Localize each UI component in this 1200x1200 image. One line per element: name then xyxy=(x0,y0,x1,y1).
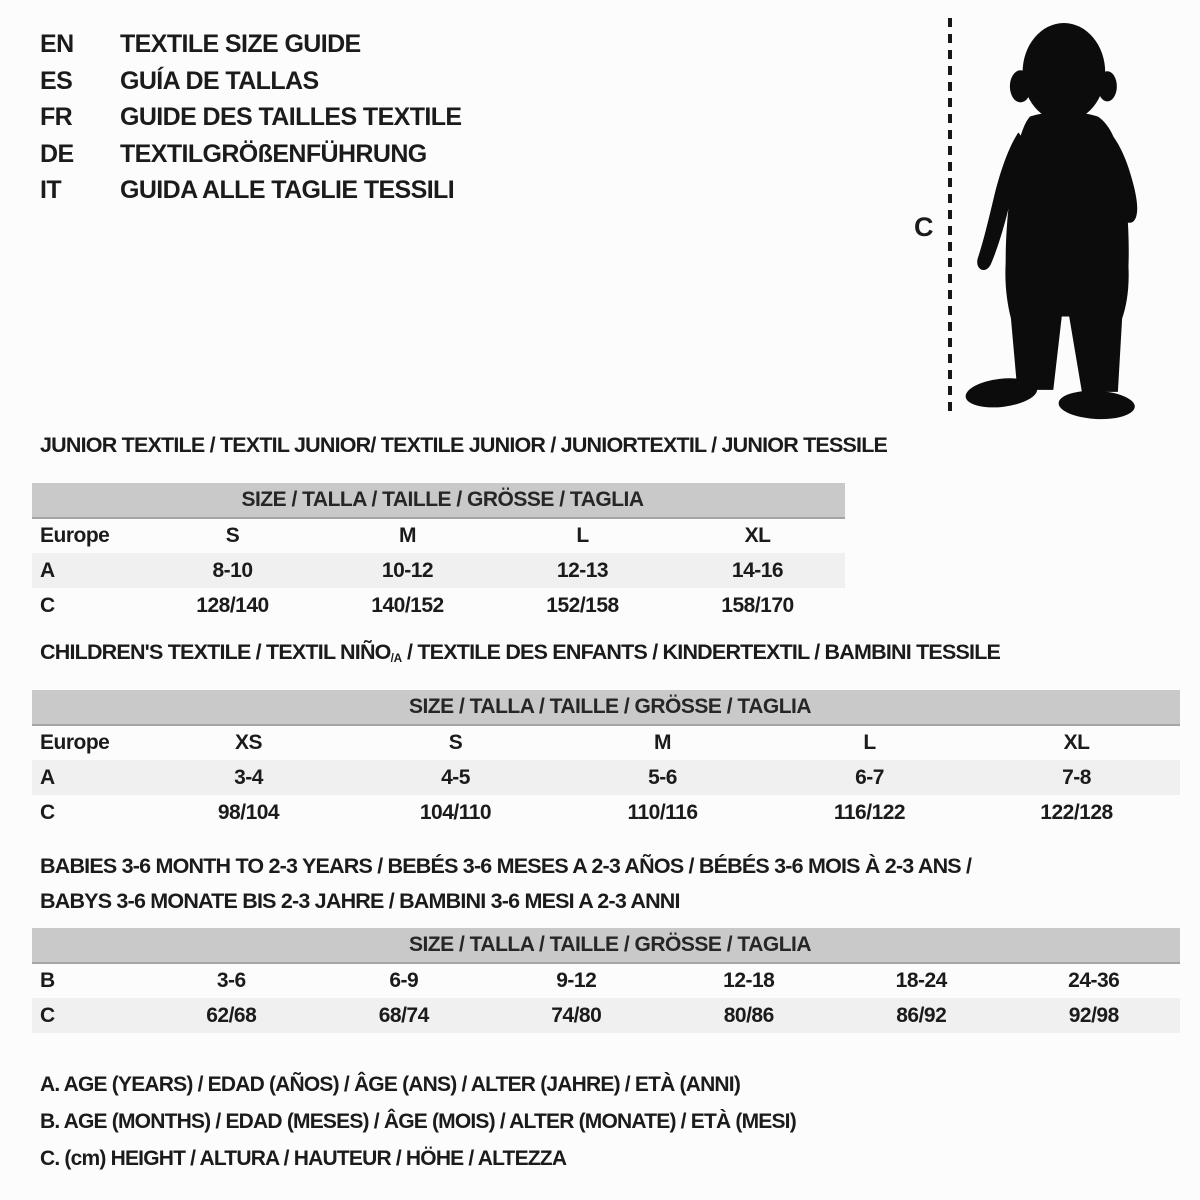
babies-size-table xyxy=(32,928,1180,1033)
babies-height-row-label: C xyxy=(32,998,145,1033)
junior-height-m: 140/152 xyxy=(371,593,444,617)
junior-height-row-label: C xyxy=(40,593,55,617)
legend-block xyxy=(40,1066,796,1177)
children-size-xs: XS xyxy=(234,731,262,754)
junior-europe-label: Europe xyxy=(40,524,110,547)
children-age-row xyxy=(32,760,1180,795)
babies-months-5: 18-24 xyxy=(895,969,947,992)
babies-height-1: 62/68 xyxy=(145,998,318,1033)
lang-row-en xyxy=(40,26,462,63)
children-europe-label: Europe xyxy=(40,731,110,754)
junior-table-title: JUNIOR TEXTILE / TEXTIL JUNIOR/ TEXTILE JUNIOR / JUNIORTEXTIL / JUNIOR TESSILE xyxy=(40,433,888,457)
junior-age-row-label: A xyxy=(32,553,145,588)
babies-table-title xyxy=(40,849,971,919)
children-height-l: 116/122 xyxy=(833,800,906,824)
junior-height-l: 152/158 xyxy=(546,593,619,617)
babies-months-4: 12-18 xyxy=(723,969,775,992)
children-height-s: 104/110 xyxy=(419,800,492,824)
babies-height-row xyxy=(32,998,1180,1033)
children-europe-row xyxy=(32,725,1180,760)
children-height-row xyxy=(32,795,1180,830)
junior-size-xl: XL xyxy=(744,524,771,547)
junior-height-xl: 158/170 xyxy=(721,593,794,617)
babies-months-2: 6-9 xyxy=(389,969,419,992)
babies-height-4: 80/86 xyxy=(663,998,836,1033)
junior-age-row xyxy=(32,553,845,588)
babies-months-3: 9-12 xyxy=(556,969,597,992)
children-age-xs: 3-4 xyxy=(145,760,352,795)
children-age-row-label: A xyxy=(32,760,145,795)
lang-title-en: TEXTILE SIZE GUIDE xyxy=(120,30,361,58)
children-age-l: 6-7 xyxy=(766,760,973,795)
babies-months-row xyxy=(32,963,1180,998)
lang-title-fr: GUIDE DES TAILLES TEXTILE xyxy=(120,103,462,131)
children-title-post: / TEXTILE DES ENFANTS / KINDERTEXTIL / BAMBINI TESSILE xyxy=(401,640,1001,664)
children-size-table xyxy=(32,690,1180,830)
children-height-m: 110/116 xyxy=(627,800,698,824)
junior-size-m: M xyxy=(399,524,416,547)
lang-row-fr xyxy=(40,99,462,136)
junior-height-s: 128/140 xyxy=(196,593,269,617)
children-title-subscript: /A xyxy=(390,650,402,665)
children-size-l: L xyxy=(863,731,876,754)
babies-months-row-label: B xyxy=(40,969,55,992)
legend-age-months: B. AGE (MONTHS) / EDAD (MESES) / ÂGE (MOIS) / ALTER (MONATE) / ETÀ (MESI) xyxy=(40,1110,796,1133)
lang-code-en: EN xyxy=(40,30,74,58)
children-height-xs: 98/104 xyxy=(217,800,280,824)
lang-title-de: TEXTILGRÖßENFÜHRUNG xyxy=(120,139,427,168)
children-size-m: M xyxy=(654,731,671,754)
lang-title-it: GUIDA ALLE TAGLIE TESSILI xyxy=(120,176,455,204)
children-age-m: 5-6 xyxy=(559,760,766,795)
babies-size-header: SIZE / TALLA / TAILLE / GRÖSSE / TAGLIA xyxy=(32,928,1180,963)
lang-title-es: GUÍA DE TALLAS xyxy=(120,66,319,95)
lang-row-it xyxy=(40,172,462,209)
babies-height-2: 68/74 xyxy=(318,998,491,1033)
children-size-header: SIZE / TALLA / TAILLE / GRÖSSE / TAGLIA xyxy=(32,690,1180,725)
children-height-xl: 122/128 xyxy=(1040,800,1113,824)
babies-months-1: 3-6 xyxy=(216,969,246,992)
children-age-xl: 7-8 xyxy=(973,760,1180,795)
children-size-xl: XL xyxy=(1063,731,1090,754)
junior-europe-row xyxy=(32,518,845,553)
children-age-s: 4-5 xyxy=(352,760,559,795)
babies-title-line1: BABIES 3-6 MONTH TO 2-3 YEARS / BEBÉS 3-6 MESES A 2-3 AÑOS / BÉBÉS 3-6 MOIS À 2-3 ANS / xyxy=(40,854,972,878)
lang-code-it: IT xyxy=(40,176,62,204)
lang-code-fr: FR xyxy=(40,103,73,131)
junior-height-row xyxy=(32,588,845,623)
lang-row-es xyxy=(40,63,462,100)
junior-size-table xyxy=(32,483,845,623)
children-size-header-row xyxy=(32,690,1180,725)
babies-height-3: 74/80 xyxy=(490,998,663,1033)
babies-title-line2: BABYS 3-6 MONATE BIS 2-3 JAHRE / BAMBINI 3-6 MESI A 2-3 ANNI xyxy=(40,889,680,913)
height-measure-dashed-line xyxy=(948,18,952,415)
junior-age-xl: 14-16 xyxy=(670,553,845,588)
junior-age-m: 10-12 xyxy=(320,553,495,588)
lang-code-de: DE xyxy=(40,139,74,168)
lang-code-es: ES xyxy=(40,66,73,95)
children-height-row-label: C xyxy=(40,800,55,824)
height-measure-label: C xyxy=(914,212,934,242)
junior-age-l: 12-13 xyxy=(495,553,670,588)
junior-size-s: S xyxy=(225,524,240,547)
children-size-s: S xyxy=(448,731,463,754)
junior-size-l: L xyxy=(576,524,589,547)
junior-age-s: 8-10 xyxy=(145,553,320,588)
babies-height-6: 92/98 xyxy=(1008,998,1181,1033)
babies-months-6: 24-36 xyxy=(1068,969,1120,992)
junior-size-header-row xyxy=(32,483,845,518)
lang-row-de xyxy=(40,136,462,173)
children-table-title xyxy=(40,640,1000,665)
legend-age-years: A. AGE (YEARS) / EDAD (AÑOS) / ÂGE (ANS) / ALTER (JAHRE) / ETÀ (ANNI) xyxy=(40,1073,741,1096)
toddler-silhouette-image xyxy=(958,20,1138,422)
children-title-pre: CHILDREN'S TEXTILE / TEXTIL NIÑO xyxy=(40,640,391,664)
legend-height-cm: C. (cm) HEIGHT / ALTURA / HAUTEUR / HÖHE / ALTEZZA xyxy=(40,1147,567,1170)
babies-height-5: 86/92 xyxy=(835,998,1008,1033)
babies-size-header-row xyxy=(32,928,1180,963)
junior-size-header: SIZE / TALLA / TAILLE / GRÖSSE / TAGLIA xyxy=(32,483,845,518)
language-title-block xyxy=(40,26,462,209)
